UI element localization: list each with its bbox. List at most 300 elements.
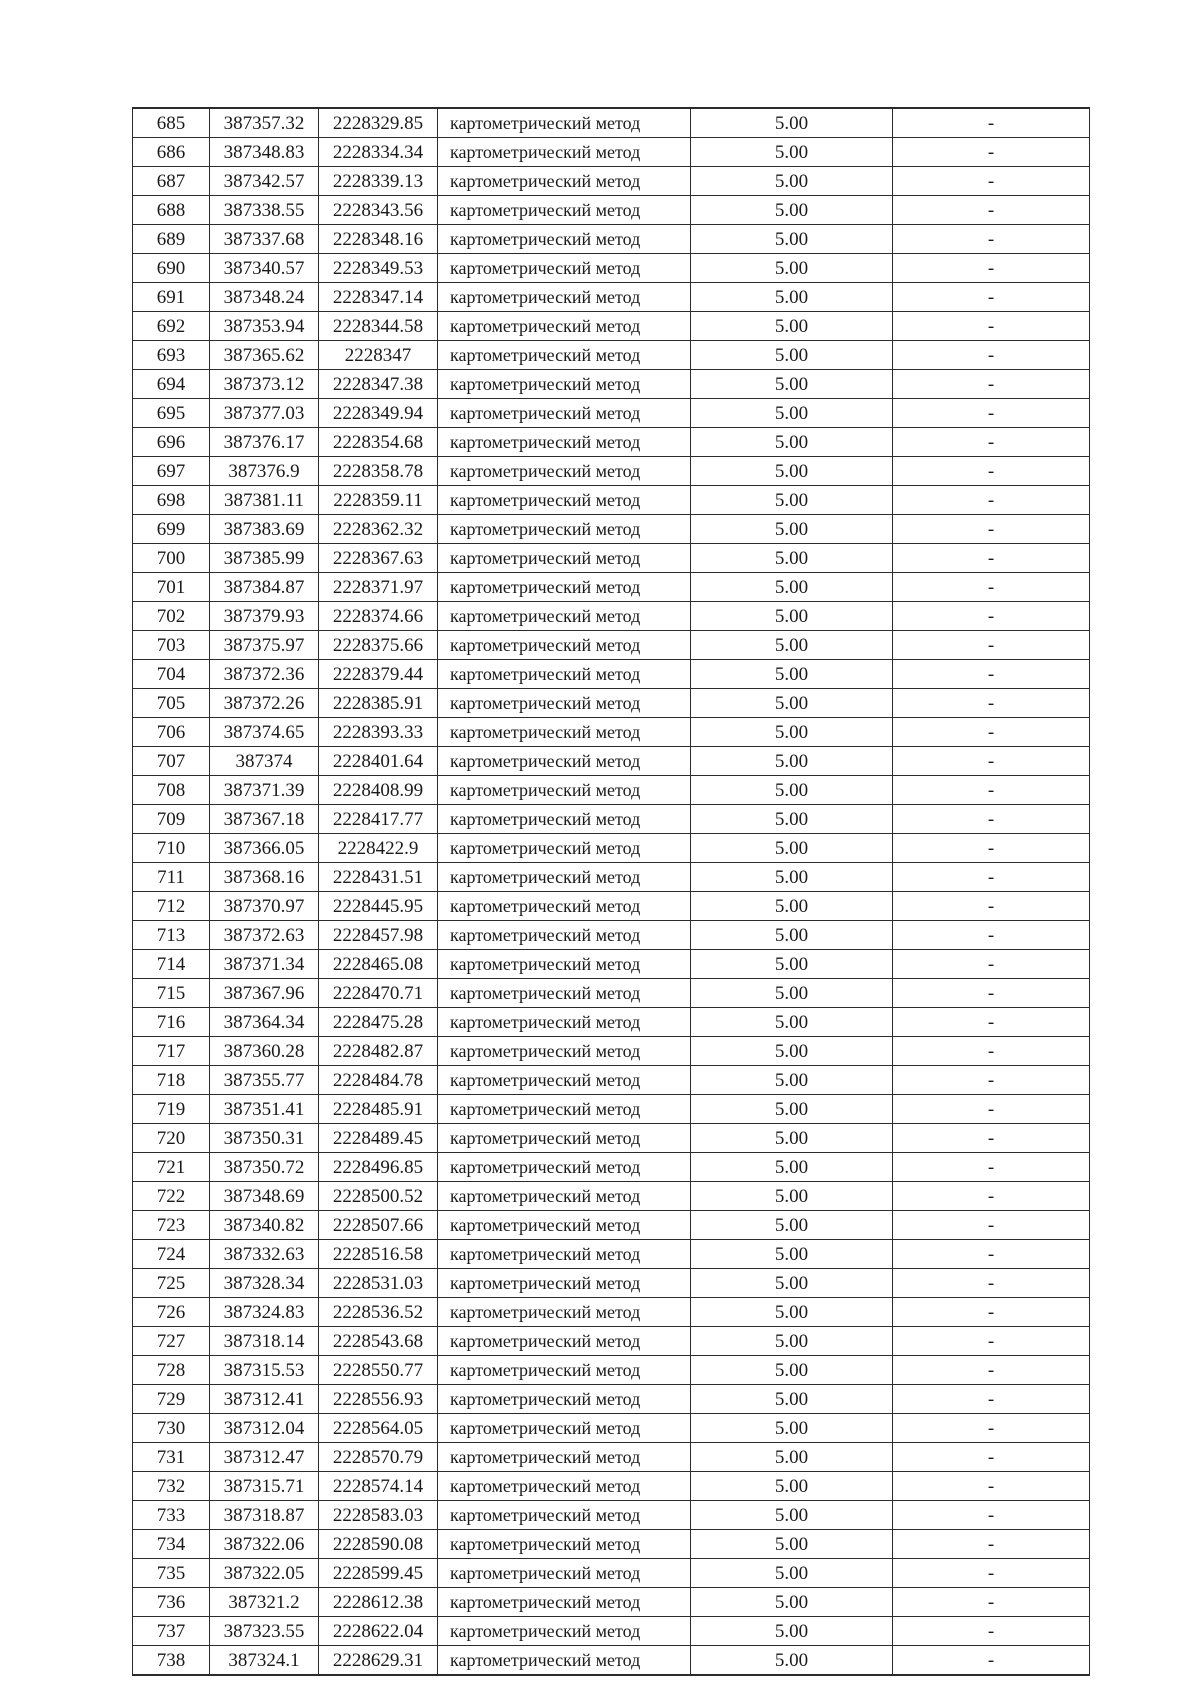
x-coordinate-cell: 387385.99 [210, 544, 319, 573]
x-coordinate-cell: 387324.1 [210, 1646, 319, 1676]
y-coordinate-cell: 2228329.85 [319, 108, 438, 138]
description-cell: - [893, 1037, 1090, 1066]
point-number-cell: 690 [133, 254, 210, 283]
description-cell: - [893, 312, 1090, 341]
table-row [133, 167, 1090, 196]
method-cell: картометрический метод [438, 1240, 691, 1269]
method-cell: картометрический метод [438, 486, 691, 515]
description-cell: - [893, 428, 1090, 457]
x-coordinate-cell: 387365.62 [210, 341, 319, 370]
point-number-cell: 728 [133, 1356, 210, 1385]
table-row [133, 1414, 1090, 1443]
accuracy-cell: 5.00 [691, 1414, 893, 1443]
method-cell: картометрический метод [438, 283, 691, 312]
point-number-cell: 715 [133, 979, 210, 1008]
x-coordinate-cell: 387355.77 [210, 1066, 319, 1095]
point-number-cell: 737 [133, 1617, 210, 1646]
description-cell: - [893, 950, 1090, 979]
accuracy-cell: 5.00 [691, 776, 893, 805]
description-cell: - [893, 1414, 1090, 1443]
y-coordinate-cell: 2228348.16 [319, 225, 438, 254]
description-cell: - [893, 1327, 1090, 1356]
x-coordinate-cell: 387312.04 [210, 1414, 319, 1443]
y-coordinate-cell: 2228379.44 [319, 660, 438, 689]
x-coordinate-cell: 387366.05 [210, 834, 319, 863]
y-coordinate-cell: 2228362.32 [319, 515, 438, 544]
x-coordinate-cell: 387367.96 [210, 979, 319, 1008]
y-coordinate-cell: 2228536.52 [319, 1298, 438, 1327]
method-cell: картометрический метод [438, 370, 691, 399]
y-coordinate-cell: 2228347 [319, 341, 438, 370]
y-coordinate-cell: 2228445.95 [319, 892, 438, 921]
method-cell: картометрический метод [438, 602, 691, 631]
accuracy-cell: 5.00 [691, 805, 893, 834]
x-coordinate-cell: 387371.34 [210, 950, 319, 979]
point-number-cell: 707 [133, 747, 210, 776]
x-coordinate-cell: 387372.26 [210, 689, 319, 718]
point-number-cell: 734 [133, 1530, 210, 1559]
method-cell: картометрический метод [438, 225, 691, 254]
accuracy-cell: 5.00 [691, 1124, 893, 1153]
x-coordinate-cell: 387350.31 [210, 1124, 319, 1153]
y-coordinate-cell: 2228347.14 [319, 283, 438, 312]
table-row [133, 1008, 1090, 1037]
x-coordinate-cell: 387384.87 [210, 573, 319, 602]
x-coordinate-cell: 387332.63 [210, 1240, 319, 1269]
y-coordinate-cell: 2228622.04 [319, 1617, 438, 1646]
accuracy-cell: 5.00 [691, 1008, 893, 1037]
accuracy-cell: 5.00 [691, 1298, 893, 1327]
y-coordinate-cell: 2228408.99 [319, 776, 438, 805]
point-number-cell: 733 [133, 1501, 210, 1530]
description-cell: - [893, 979, 1090, 1008]
point-number-cell: 718 [133, 1066, 210, 1095]
description-cell: - [893, 1211, 1090, 1240]
accuracy-cell: 5.00 [691, 370, 893, 399]
x-coordinate-cell: 387370.97 [210, 892, 319, 921]
coordinates-table-body [133, 108, 1090, 1675]
x-coordinate-cell: 387383.69 [210, 515, 319, 544]
table-row [133, 1588, 1090, 1617]
description-cell: - [893, 747, 1090, 776]
x-coordinate-cell: 387315.53 [210, 1356, 319, 1385]
point-number-cell: 711 [133, 863, 210, 892]
table-row [133, 370, 1090, 399]
y-coordinate-cell: 2228359.11 [319, 486, 438, 515]
x-coordinate-cell: 387340.82 [210, 1211, 319, 1240]
y-coordinate-cell: 2228570.79 [319, 1443, 438, 1472]
accuracy-cell: 5.00 [691, 312, 893, 341]
accuracy-cell: 5.00 [691, 167, 893, 196]
point-number-cell: 729 [133, 1385, 210, 1414]
description-cell: - [893, 399, 1090, 428]
table-row [133, 1066, 1090, 1095]
point-number-cell: 723 [133, 1211, 210, 1240]
accuracy-cell: 5.00 [691, 1095, 893, 1124]
accuracy-cell: 5.00 [691, 399, 893, 428]
description-cell: - [893, 602, 1090, 631]
table-row [133, 1298, 1090, 1327]
accuracy-cell: 5.00 [691, 718, 893, 747]
method-cell: картометрический метод [438, 108, 691, 138]
y-coordinate-cell: 2228543.68 [319, 1327, 438, 1356]
description-cell: - [893, 1617, 1090, 1646]
accuracy-cell: 5.00 [691, 108, 893, 138]
x-coordinate-cell: 387322.06 [210, 1530, 319, 1559]
point-number-cell: 687 [133, 167, 210, 196]
x-coordinate-cell: 387312.41 [210, 1385, 319, 1414]
y-coordinate-cell: 2228583.03 [319, 1501, 438, 1530]
method-cell: картометрический метод [438, 689, 691, 718]
table-row [133, 283, 1090, 312]
table-row [133, 776, 1090, 805]
x-coordinate-cell: 387350.72 [210, 1153, 319, 1182]
table-row [133, 921, 1090, 950]
method-cell: картометрический метод [438, 1298, 691, 1327]
description-cell: - [893, 892, 1090, 921]
method-cell: картометрический метод [438, 718, 691, 747]
accuracy-cell: 5.00 [691, 1385, 893, 1414]
method-cell: картометрический метод [438, 921, 691, 950]
point-number-cell: 712 [133, 892, 210, 921]
accuracy-cell: 5.00 [691, 283, 893, 312]
y-coordinate-cell: 2228431.51 [319, 863, 438, 892]
description-cell: - [893, 370, 1090, 399]
y-coordinate-cell: 2228629.31 [319, 1646, 438, 1676]
table-row [133, 1646, 1090, 1676]
table-row [133, 1356, 1090, 1385]
y-coordinate-cell: 2228344.58 [319, 312, 438, 341]
point-number-cell: 708 [133, 776, 210, 805]
x-coordinate-cell: 387348.24 [210, 283, 319, 312]
accuracy-cell: 5.00 [691, 834, 893, 863]
accuracy-cell: 5.00 [691, 602, 893, 631]
point-number-cell: 704 [133, 660, 210, 689]
accuracy-cell: 5.00 [691, 1472, 893, 1501]
accuracy-cell: 5.00 [691, 863, 893, 892]
description-cell: - [893, 1008, 1090, 1037]
y-coordinate-cell: 2228385.91 [319, 689, 438, 718]
table-row [133, 892, 1090, 921]
description-cell: - [893, 1124, 1090, 1153]
accuracy-cell: 5.00 [691, 1559, 893, 1588]
y-coordinate-cell: 2228354.68 [319, 428, 438, 457]
accuracy-cell: 5.00 [691, 1443, 893, 1472]
x-coordinate-cell: 387348.83 [210, 138, 319, 167]
description-cell: - [893, 1066, 1090, 1095]
method-cell: картометрический метод [438, 1588, 691, 1617]
point-number-cell: 730 [133, 1414, 210, 1443]
method-cell: картометрический метод [438, 1211, 691, 1240]
description-cell: - [893, 515, 1090, 544]
accuracy-cell: 5.00 [691, 1211, 893, 1240]
point-number-cell: 694 [133, 370, 210, 399]
point-number-cell: 725 [133, 1269, 210, 1298]
y-coordinate-cell: 2228550.77 [319, 1356, 438, 1385]
point-number-cell: 698 [133, 486, 210, 515]
point-number-cell: 714 [133, 950, 210, 979]
accuracy-cell: 5.00 [691, 544, 893, 573]
description-cell: - [893, 660, 1090, 689]
coordinates-table [132, 107, 1090, 1676]
x-coordinate-cell: 387318.14 [210, 1327, 319, 1356]
point-number-cell: 710 [133, 834, 210, 863]
description-cell: - [893, 1501, 1090, 1530]
table-row [133, 138, 1090, 167]
x-coordinate-cell: 387323.55 [210, 1617, 319, 1646]
y-coordinate-cell: 2228374.66 [319, 602, 438, 631]
description-cell: - [893, 718, 1090, 747]
x-coordinate-cell: 387348.69 [210, 1182, 319, 1211]
y-coordinate-cell: 2228475.28 [319, 1008, 438, 1037]
accuracy-cell: 5.00 [691, 1240, 893, 1269]
y-coordinate-cell: 2228371.97 [319, 573, 438, 602]
point-number-cell: 716 [133, 1008, 210, 1037]
accuracy-cell: 5.00 [691, 341, 893, 370]
x-coordinate-cell: 387372.36 [210, 660, 319, 689]
table-row [133, 1240, 1090, 1269]
method-cell: картометрический метод [438, 312, 691, 341]
method-cell: картометрический метод [438, 457, 691, 486]
method-cell: картометрический метод [438, 660, 691, 689]
accuracy-cell: 5.00 [691, 254, 893, 283]
point-number-cell: 732 [133, 1472, 210, 1501]
point-number-cell: 699 [133, 515, 210, 544]
y-coordinate-cell: 2228334.34 [319, 138, 438, 167]
table-row [133, 950, 1090, 979]
method-cell: картометрический метод [438, 1182, 691, 1211]
table-row [133, 1559, 1090, 1588]
table-row [133, 573, 1090, 602]
x-coordinate-cell: 387324.83 [210, 1298, 319, 1327]
table-row [133, 1617, 1090, 1646]
accuracy-cell: 5.00 [691, 1327, 893, 1356]
y-coordinate-cell: 2228417.77 [319, 805, 438, 834]
y-coordinate-cell: 2228574.14 [319, 1472, 438, 1501]
y-coordinate-cell: 2228465.08 [319, 950, 438, 979]
table-row [133, 1385, 1090, 1414]
point-number-cell: 692 [133, 312, 210, 341]
method-cell: картометрический метод [438, 1153, 691, 1182]
point-number-cell: 721 [133, 1153, 210, 1182]
point-number-cell: 727 [133, 1327, 210, 1356]
table-row [133, 1530, 1090, 1559]
point-number-cell: 709 [133, 805, 210, 834]
x-coordinate-cell: 387374 [210, 747, 319, 776]
point-number-cell: 689 [133, 225, 210, 254]
y-coordinate-cell: 2228401.64 [319, 747, 438, 776]
method-cell: картометрический метод [438, 399, 691, 428]
description-cell: - [893, 1385, 1090, 1414]
table-row [133, 1443, 1090, 1472]
accuracy-cell: 5.00 [691, 1182, 893, 1211]
x-coordinate-cell: 387379.93 [210, 602, 319, 631]
x-coordinate-cell: 387377.03 [210, 399, 319, 428]
description-cell: - [893, 921, 1090, 950]
y-coordinate-cell: 2228564.05 [319, 1414, 438, 1443]
description-cell: - [893, 283, 1090, 312]
description-cell: - [893, 834, 1090, 863]
method-cell: картометрический метод [438, 834, 691, 863]
x-coordinate-cell: 387351.41 [210, 1095, 319, 1124]
y-coordinate-cell: 2228485.91 [319, 1095, 438, 1124]
y-coordinate-cell: 2228470.71 [319, 979, 438, 1008]
accuracy-cell: 5.00 [691, 573, 893, 602]
table-row [133, 631, 1090, 660]
y-coordinate-cell: 2228482.87 [319, 1037, 438, 1066]
method-cell: картометрический метод [438, 515, 691, 544]
table-row [133, 718, 1090, 747]
point-number-cell: 685 [133, 108, 210, 138]
table-row [133, 1327, 1090, 1356]
point-number-cell: 719 [133, 1095, 210, 1124]
y-coordinate-cell: 2228339.13 [319, 167, 438, 196]
description-cell: - [893, 1530, 1090, 1559]
x-coordinate-cell: 387340.57 [210, 254, 319, 283]
table-row [133, 834, 1090, 863]
method-cell: картометрический метод [438, 1095, 691, 1124]
point-number-cell: 696 [133, 428, 210, 457]
description-cell: - [893, 1153, 1090, 1182]
y-coordinate-cell: 2228507.66 [319, 1211, 438, 1240]
table-row [133, 399, 1090, 428]
table-row [133, 486, 1090, 515]
x-coordinate-cell: 387337.68 [210, 225, 319, 254]
point-number-cell: 713 [133, 921, 210, 950]
table-row [133, 1501, 1090, 1530]
accuracy-cell: 5.00 [691, 515, 893, 544]
method-cell: картометрический метод [438, 196, 691, 225]
method-cell: картометрический метод [438, 747, 691, 776]
description-cell: - [893, 1095, 1090, 1124]
point-number-cell: 735 [133, 1559, 210, 1588]
accuracy-cell: 5.00 [691, 631, 893, 660]
point-number-cell: 697 [133, 457, 210, 486]
description-cell: - [893, 138, 1090, 167]
method-cell: картометрический метод [438, 863, 691, 892]
accuracy-cell: 5.00 [691, 196, 893, 225]
method-cell: картометрический метод [438, 979, 691, 1008]
method-cell: картометрический метод [438, 950, 691, 979]
method-cell: картометрический метод [438, 138, 691, 167]
x-coordinate-cell: 387312.47 [210, 1443, 319, 1472]
method-cell: картометрический метод [438, 254, 691, 283]
table-row [133, 805, 1090, 834]
x-coordinate-cell: 387381.11 [210, 486, 319, 515]
description-cell: - [893, 1356, 1090, 1385]
x-coordinate-cell: 387321.2 [210, 1588, 319, 1617]
method-cell: картометрический метод [438, 1443, 691, 1472]
y-coordinate-cell: 2228531.03 [319, 1269, 438, 1298]
table-row [133, 1153, 1090, 1182]
y-coordinate-cell: 2228349.94 [319, 399, 438, 428]
y-coordinate-cell: 2228349.53 [319, 254, 438, 283]
accuracy-cell: 5.00 [691, 428, 893, 457]
method-cell: картометрический метод [438, 1617, 691, 1646]
x-coordinate-cell: 387376.9 [210, 457, 319, 486]
description-cell: - [893, 254, 1090, 283]
y-coordinate-cell: 2228457.98 [319, 921, 438, 950]
method-cell: картометрический метод [438, 1414, 691, 1443]
accuracy-cell: 5.00 [691, 921, 893, 950]
point-number-cell: 695 [133, 399, 210, 428]
x-coordinate-cell: 387376.17 [210, 428, 319, 457]
method-cell: картометрический метод [438, 1646, 691, 1676]
method-cell: картометрический метод [438, 631, 691, 660]
point-number-cell: 722 [133, 1182, 210, 1211]
point-number-cell: 731 [133, 1443, 210, 1472]
table-row [133, 428, 1090, 457]
point-number-cell: 726 [133, 1298, 210, 1327]
method-cell: картометрический метод [438, 776, 691, 805]
y-coordinate-cell: 2228590.08 [319, 1530, 438, 1559]
x-coordinate-cell: 387364.34 [210, 1008, 319, 1037]
method-cell: картометрический метод [438, 428, 691, 457]
y-coordinate-cell: 2228367.63 [319, 544, 438, 573]
method-cell: картометрический метод [438, 1472, 691, 1501]
point-number-cell: 703 [133, 631, 210, 660]
y-coordinate-cell: 2228347.38 [319, 370, 438, 399]
method-cell: картометрический метод [438, 341, 691, 370]
table-row [133, 254, 1090, 283]
method-cell: картометрический метод [438, 1385, 691, 1414]
point-number-cell: 717 [133, 1037, 210, 1066]
y-coordinate-cell: 2228422.9 [319, 834, 438, 863]
x-coordinate-cell: 387360.28 [210, 1037, 319, 1066]
table-row [133, 1182, 1090, 1211]
point-number-cell: 701 [133, 573, 210, 602]
description-cell: - [893, 544, 1090, 573]
y-coordinate-cell: 2228599.45 [319, 1559, 438, 1588]
description-cell: - [893, 1646, 1090, 1676]
table-row [133, 1211, 1090, 1240]
description-cell: - [893, 196, 1090, 225]
description-cell: - [893, 225, 1090, 254]
accuracy-cell: 5.00 [691, 660, 893, 689]
method-cell: картометрический метод [438, 1501, 691, 1530]
point-number-cell: 736 [133, 1588, 210, 1617]
accuracy-cell: 5.00 [691, 457, 893, 486]
table-row [133, 196, 1090, 225]
x-coordinate-cell: 387353.94 [210, 312, 319, 341]
table-row [133, 689, 1090, 718]
description-cell: - [893, 108, 1090, 138]
table-row [133, 457, 1090, 486]
method-cell: картометрический метод [438, 1037, 691, 1066]
description-cell: - [893, 1588, 1090, 1617]
description-cell: - [893, 1240, 1090, 1269]
description-cell: - [893, 863, 1090, 892]
x-coordinate-cell: 387371.39 [210, 776, 319, 805]
table-row [133, 341, 1090, 370]
accuracy-cell: 5.00 [691, 1153, 893, 1182]
point-number-cell: 705 [133, 689, 210, 718]
x-coordinate-cell: 387374.65 [210, 718, 319, 747]
accuracy-cell: 5.00 [691, 138, 893, 167]
method-cell: картометрический метод [438, 1269, 691, 1298]
description-cell: - [893, 167, 1090, 196]
description-cell: - [893, 573, 1090, 602]
description-cell: - [893, 776, 1090, 805]
accuracy-cell: 5.00 [691, 1588, 893, 1617]
y-coordinate-cell: 2228393.33 [319, 718, 438, 747]
description-cell: - [893, 486, 1090, 515]
table-row [133, 544, 1090, 573]
method-cell: картометрический метод [438, 573, 691, 602]
method-cell: картометрический метод [438, 805, 691, 834]
x-coordinate-cell: 387322.05 [210, 1559, 319, 1588]
method-cell: картометрический метод [438, 1124, 691, 1153]
